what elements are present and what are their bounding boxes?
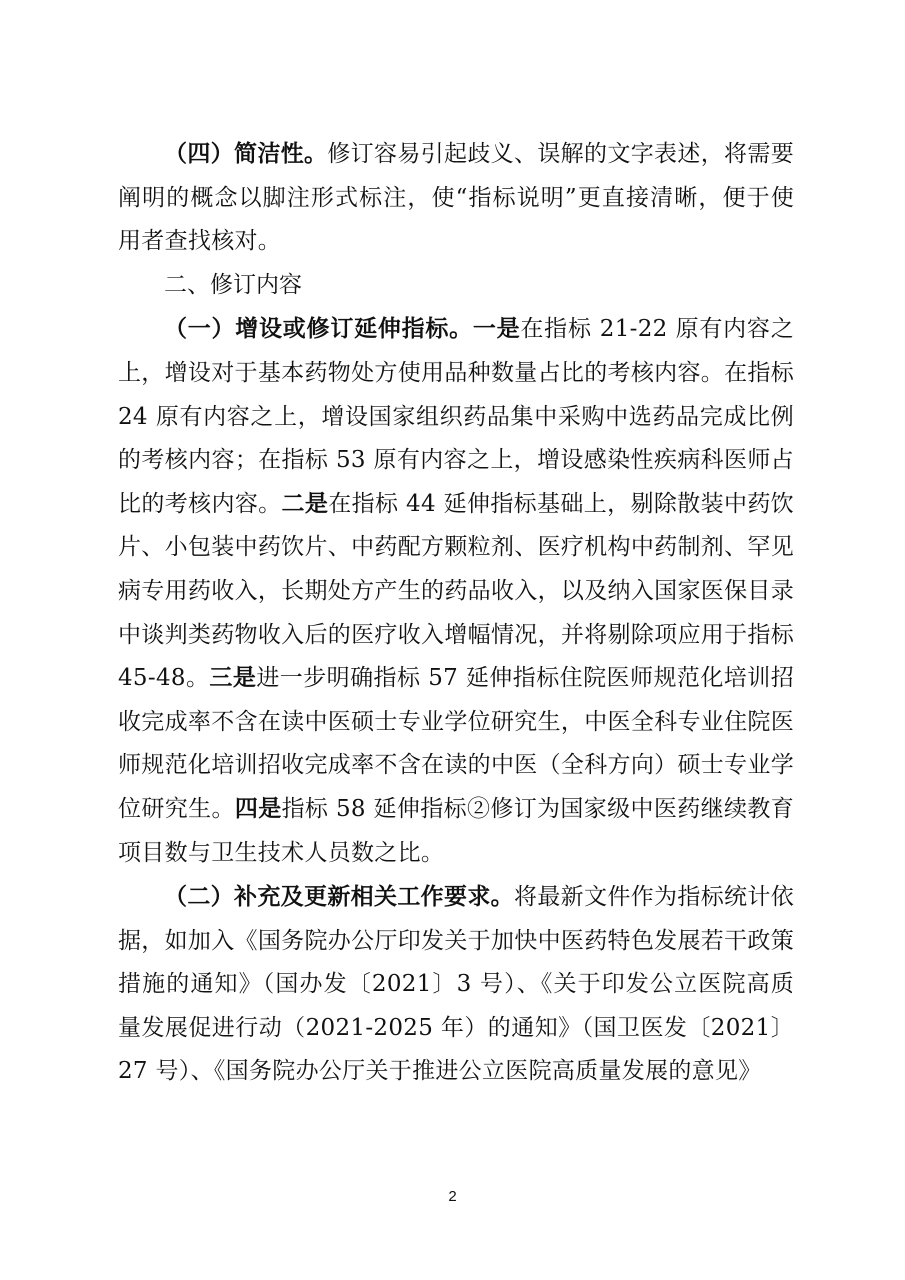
paragraph-lead: （二）补充及更新相关工作要求。 [164,883,515,911]
document-body [118,132,794,1094]
paragraph-lead: （一）增设或修订延伸指标。 [164,315,473,343]
section-heading: 二、修订内容 [164,271,302,298]
paragraph-text-second: 在指标 44 延伸指标基础上，剔除散装中药饮片、小包装中药饮片、中药配方颗粒剂、医疗机构中药制剂、罕见病专用药收入，长期处方产生的药品收入，以及纳入国家医保目录中谈判类药物收入后的医疗收入增幅情况，并将剔除项应用于指标 45-48。 [118,490,794,692]
keyword-second: 二是 [281,490,329,517]
paragraph-text: 将最新文件作为指标统计依据，如加入《国务院办公厅印发关于加快中医药特色发展若干政策措施的通知》（国办发〔2021〕3 号）、《关于印发公立医院高质量发展促进行动（2021-2025 年）的通知》（国卫医发〔2021〕27 号）、《国务院办公厅关于推进公立医院高质量发展的意见》 [118,884,794,1085]
keyword-third: 三是 [209,665,257,692]
paragraph-text-fourth: 指标 58 延伸指标②修订为国家级中医药继续教育项目数与卫生技术人员数之比。 [118,795,794,866]
paragraph-conciseness [118,132,794,264]
paragraph-lead: （四）简洁性。 [164,140,328,167]
paragraph-text-third: 进一步明确指标 57 延伸指标住院医师规范化培训招收完成率不含在读中医硕士专业学位研究生，中医全科专业住院医师规范化培训招收完成率不含在读的中医（全科方向）硕士专业学位研究生。 [118,665,794,822]
keyword-first: 一是 [472,316,521,343]
keyword-fourth: 四是 [234,795,282,822]
paragraph-work-requirements [118,875,794,1094]
paragraph-text: 修订容易引起歧义、误解的文字表述，将需要阐明的概念以脚注形式标注，使“指标说明”更直接清晰，便于使用者查找核对。 [118,141,794,255]
paragraph-extension-indicators [118,307,794,875]
paragraph-text-first: 在指标 21-22 原有内容之上，增设对于基本药物处方使用品种数量占比的考核内容。在指标 24 原有内容之上，增设国家组织药品集中采购中选药品完成比例的考核内容；在指标 53 原有内容之上，增设感染性疾病科医师占比的考核内容。 [118,316,794,517]
page-number: 2 [448,1188,457,1205]
